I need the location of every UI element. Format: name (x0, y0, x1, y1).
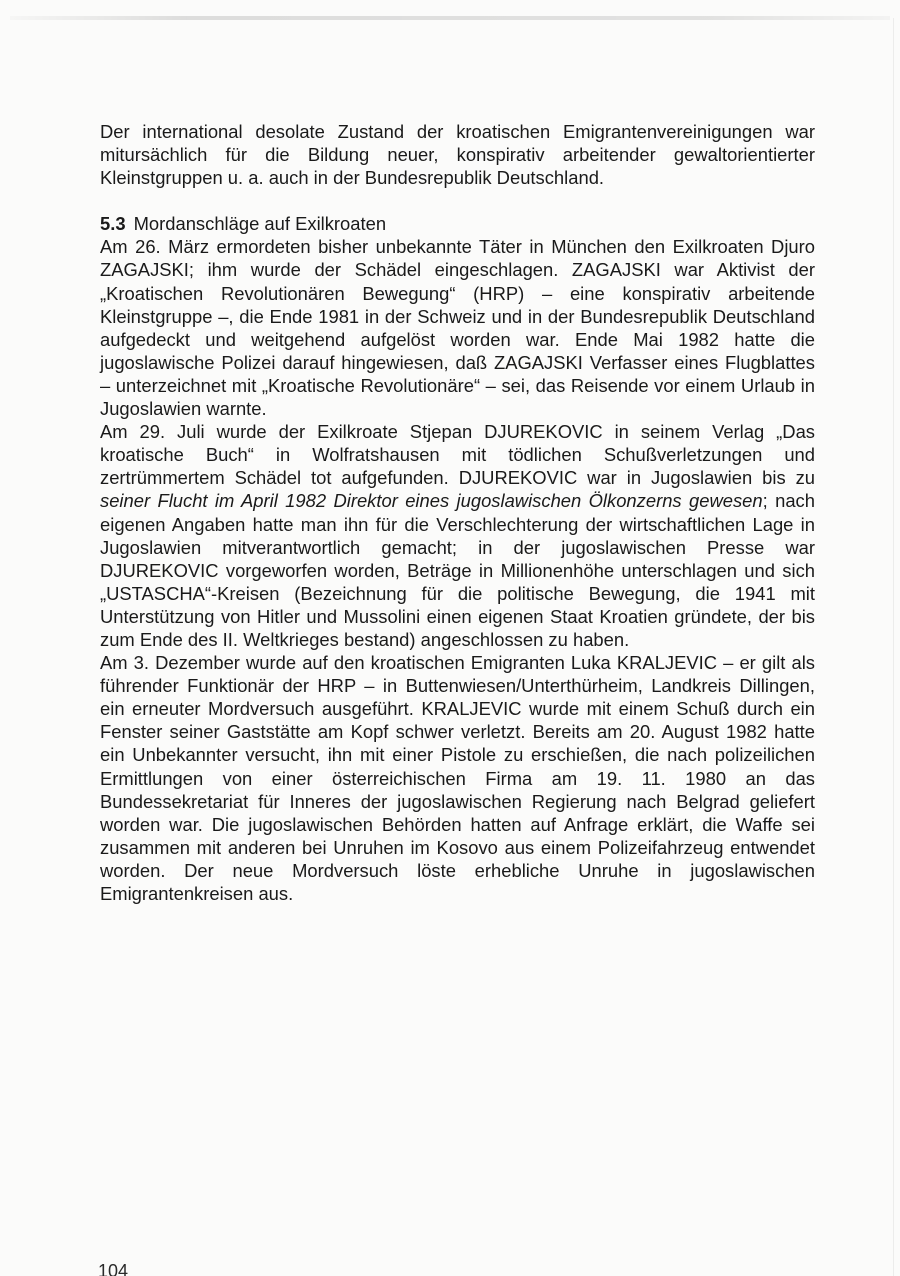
paragraph-djurekovic-part2: ; nach eigenen Angaben hatte man ihn für die Verschlechterung der wirtschaftlichen Lage in Jugoslawien mitverantwortlich gemacht; in der jugoslawischen Presse war DJUREKOVIC vorgeworfen worden, Beträge in Millionenhöhe unterschlagen und sich „USTASCHA“-Kreisen (Bezeichnung für die politische Bewegung, die 1941 mit Unterstützung von Hitler und Mussolini einen eigenen Staat Kroatien gründete, der bis zum Ende des II. Weltkrieges bestand) angeschlossen zu haben. (100, 490, 815, 650)
page-number: 104 (98, 1261, 129, 1276)
scan-edge-top (10, 16, 890, 20)
paragraph-djurekovic-part1: Am 29. Juli wurde der Exilkroate Stjepan DJUREKOVIC in seinem Verlag „Das kroatische Buch“ in Wolfratshausen mit tödlichen Schußverletzungen und zertrümmertem Schädel tot aufgefunden. DJUREKOVIC war in Jugoslawien bis zu (100, 421, 815, 489)
scan-edge-right (893, 18, 894, 1276)
section-number: 5.3 (100, 213, 126, 235)
intro-paragraph: Der international desolate Zustand der kroatischen Emigrantenvereinigungen war mitursächlich für die Bildung neuer, konspirativ arbeitender gewaltorientierter Kleinstgruppen u. a. auch in der Bundesrepublik Deutschland. (100, 121, 815, 189)
document-body (100, 120, 815, 905)
paragraph-zagajski: Am 26. März ermordeten bisher unbekannte Täter in München den Exilkroaten Djuro ZAGAJSKI; ihm wurde der Schädel eingeschlagen. ZAGAJSKI war Aktivist der „Kroatischen Revolutionären Bewegung“ (HRP) – eine konspirativ arbeitende Kleinstgruppe –, die Ende 1981 in der Schweiz und in der Bundesrepublik Deutschland aufgedeckt und weitgehend aufgelöst worden war. Ende Mai 1982 hatte die jugoslawische Polizei darauf hingewiesen, daß ZAGAJSKI Verfasser eines Flugblattes – unterzeichnet mit „Kroatische Revolutionäre“ – sei, das Reisende vor einem Urlaub in Jugoslawien warnte. (100, 236, 815, 420)
paragraph-djurekovic-italic: seiner Flucht im April 1982 Direktor eines jugoslawischen Ölkonzerns gewesen (100, 490, 763, 512)
paragraph-kraljevic: Am 3. Dezember wurde auf den kroatischen Emigranten Luka KRALJEVIC – er gilt als führender Funktionär der HRP – in Buttenwiesen/Unterthürheim, Landkreis Dillingen, ein erneuter Mordversuch ausgeführt. KRALJEVIC wurde mit einem Schuß durch ein Fenster seiner Gaststätte am Kopf schwer verletzt. Bereits am 20. August 1982 hatte ein Unbekannter versucht, ihn mit einer Pistole zu erschießen, die nach polizeilichen Ermittlungen von einer österreichischen Firma am 19. 11. 1980 an das Bundessekretariat für Inneres der jugoslawischen Regierung nach Belgrad geliefert worden war. Die jugoslawischen Behörden hatten auf Anfrage erklärt, die Waffe sei zusammen mit anderen bei Unruhen im Kosovo aus einem Polizeifahrzeug entwendet worden. Der neue Mordversuch löste erhebliche Unruhe in jugoslawischen Emigrantenkreisen aus. (100, 652, 815, 904)
paragraph-djurekovic (100, 420, 815, 651)
section-heading (100, 212, 815, 235)
section-title: Mordanschläge auf Exilkroaten (133, 213, 387, 235)
